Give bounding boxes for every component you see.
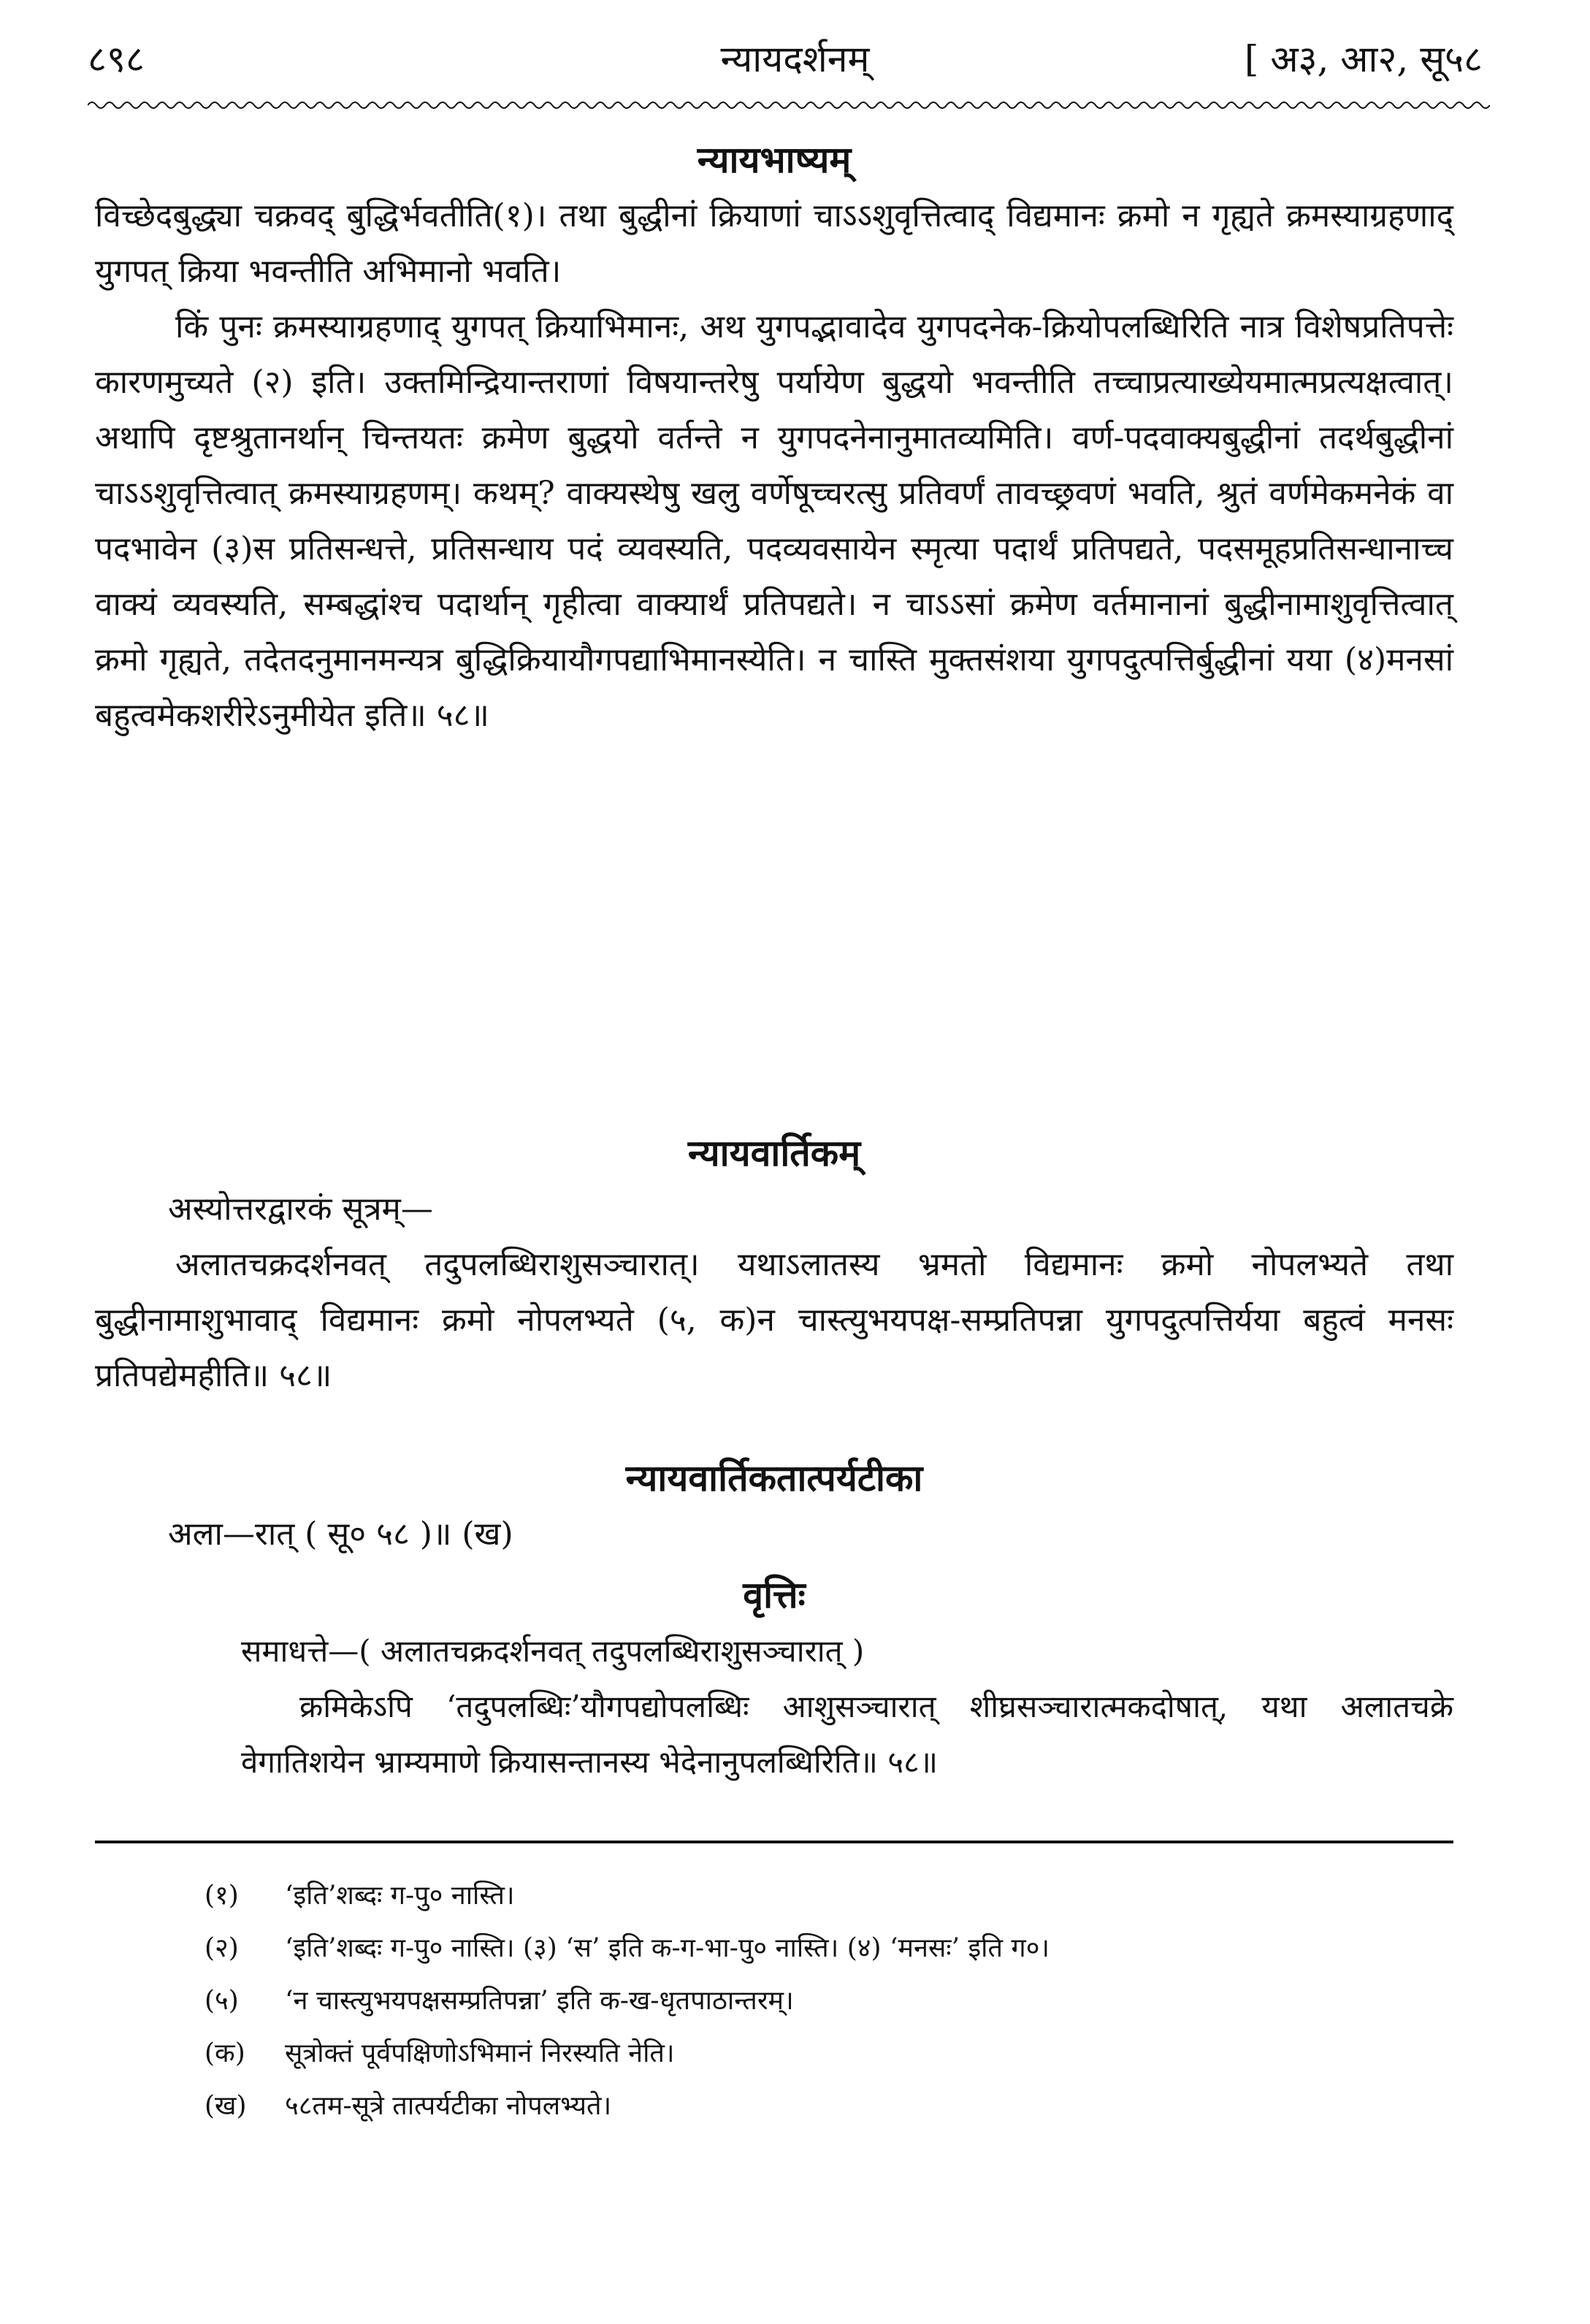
footnote-text: ‘इति’शब्दः ग-पु० नास्ति। (३) ‘स’ इति क-ग-भा-पु० नास्ति। (४) ‘मनसः’ इति ग०। — [285, 1933, 1050, 1963]
vritti-heading: वृत्तिः — [743, 1573, 806, 1616]
footnote-mark: (५) — [205, 1986, 239, 2016]
vartika-heading: न्यायवार्तिकम् — [687, 1131, 861, 1174]
footnote-text: ‘न चास्त्युभयपक्षसम्प्रतिपन्ना’ इति क-ख-धृतपाठान्तरम्। — [285, 1986, 794, 2016]
tatparya-line: अला—रात् ( सू० ५८ )॥ (ख) — [168, 1515, 513, 1553]
chapter-reference: [ अ३, आ२, सू५८ — [1244, 38, 1483, 80]
vritti-paragraph: क्रमिकेऽपि ‘तदुपलब्धिः’यौगपद्योपलब्धिः आशुसञ्चारात् शीघ्रसञ्चारात्मकदोषात्, यथा अलातचक्रे वेगातिशयेन भ्राम्यमाणे क्रियासन्तानस्य भेदेनानुपलब्धिरिति॥ ५८॥ — [241, 1689, 1453, 1780]
footnote-item — [205, 1975, 1446, 2027]
footnote-mark: (१) — [205, 1881, 239, 1911]
vartika-intro: अस्योत्तरद्वारकं सूत्रम्— — [168, 1190, 433, 1228]
footnote-item — [205, 2080, 1446, 2133]
page-number: ८९८ — [88, 38, 145, 80]
bhashya-paragraph-1: विच्छेदबुद्ध्या चक्रवद् बुद्धिर्भवतीति(१)। तथा बुद्धीनां क्रियाणां चाऽऽशुवृत्तित्वाद् विद्यमानः क्रमो न गृह्यते क्रमस्याग्रहणाद् युगपत् क्रिया भवन्तीति अभिमानो भवति। — [95, 197, 1453, 290]
vritti-line-1: समाधत्ते—( अलातचक्रदर्शनवत् तदुपलब्धिराशुसञ्चारात् ) — [241, 1633, 865, 1669]
footnote-mark: (२) — [205, 1933, 239, 1963]
bhashya-heading: न्यायभाष्यम् — [697, 138, 852, 181]
tatparya-section — [95, 1450, 1453, 1562]
vartika-paragraph: अलातचक्रदर्शनवत् तदुपलब्धिराशुसञ्चारात्। यथाऽलातस्य भ्रमतो विद्यमानः क्रमो नोपलभ्यते तथा बुद्धीनामाशुभावाद् विद्यमानः क्रमो नोपलभ्यते (५, क)न चास्त्युभयपक्ष-सम्प्रतिपन्ना युगपदुत्पत्तिर्यया बहुत्वं मनसः प्रतिपद्येमहीति॥ ५८॥ — [95, 1246, 1453, 1394]
footnote-divider — [95, 1841, 1453, 1843]
tatparya-heading: न्यायवार्तिकतात्पर्यटीका — [625, 1456, 923, 1499]
bhashya-section — [95, 131, 1453, 744]
vritti-section — [95, 1567, 1453, 1790]
running-title: न्यायदर्शनम् — [720, 38, 870, 80]
footnote-item — [205, 1922, 1446, 1975]
footnote-text: ५८तम-सूत्रे तात्पर्यटीका नोपलभ्यते। — [285, 2091, 612, 2121]
footnote-mark: (ख) — [205, 2091, 247, 2121]
footnote-item — [205, 2027, 1446, 2080]
footnotes — [205, 1870, 1446, 2133]
vartika-section — [95, 1125, 1453, 1404]
footnote-text: सूत्रोक्तं पूर्वपक्षिणोऽभिमानं निरस्यति नेति। — [285, 2038, 675, 2068]
bhashya-paragraph-2: किं पुनः क्रमस्याग्रहणाद् युगपत् क्रियाभिमानः, अथ युगपद्भावादेव युगपदनेक-क्रियोपलब्धिरिति नात्र विशेषप्रतिपत्तेः कारणमुच्यते (२) इति। उक्तमिन्द्रियान्तराणां विषयान्तरेषु पर्यायेण बुद्धयो भवन्तीति तच्चाप्रत्याख्येयमात्मप्रत्यक्षत्वात्। अथापि दृष्टश्रुतानर्थान् चिन्तयतः क्रमेण बुद्धयो वर्तन्ते न युगपदनेनानुमातव्यमिति। वर्ण-पदवाक्यबुद्धीनां तदर्थबुद्धीनां चाऽऽशुवृत्तित्वात् क्रमस्याग्रहणम्। कथम्? वाक्यस्थेषु खलु वर्णेषूच्चरत्सु प्रतिवर्णं तावच्छ्रवणं भवति, श्रुतं वर्णमेकमनेकं वा पदभावेन (३)स प्रतिसन्धत्ते, प्रतिसन्धाय पदं व्यवस्यति, पदव्यवसायेन स्मृत्या पदार्थं प्रतिपद्यते, पदसमूहप्रतिसन्धानाच्च वाक्यं व्यवस्यति, सम्बद्धांश्च पदार्थान् गृहीत्वा वाक्यार्थं प्रतिपद्यते। न चाऽऽसां क्रमेण वर्तमानानां बुद्धीनामाशुवृत्तित्वात् क्रमो गृह्यते, तदेतदनुमानमन्यत्र बुद्धिक्रियायौगपद्याभिमानस्येति। न चास्ति मुक्तसंशया युगपदुत्पत्तिर्बुद्धीनां यया (४)मनसां बहुत्वमेकशरीरेऽनुमीयेत इति॥ ५८॥ — [95, 308, 1453, 734]
footnote-text: ‘इति’शब्दः ग-पु० नास्ति। — [285, 1881, 515, 1911]
footnote-item — [205, 1870, 1446, 1922]
footnote-mark: (क) — [205, 2038, 245, 2068]
wavy-header-rule — [88, 99, 1490, 111]
